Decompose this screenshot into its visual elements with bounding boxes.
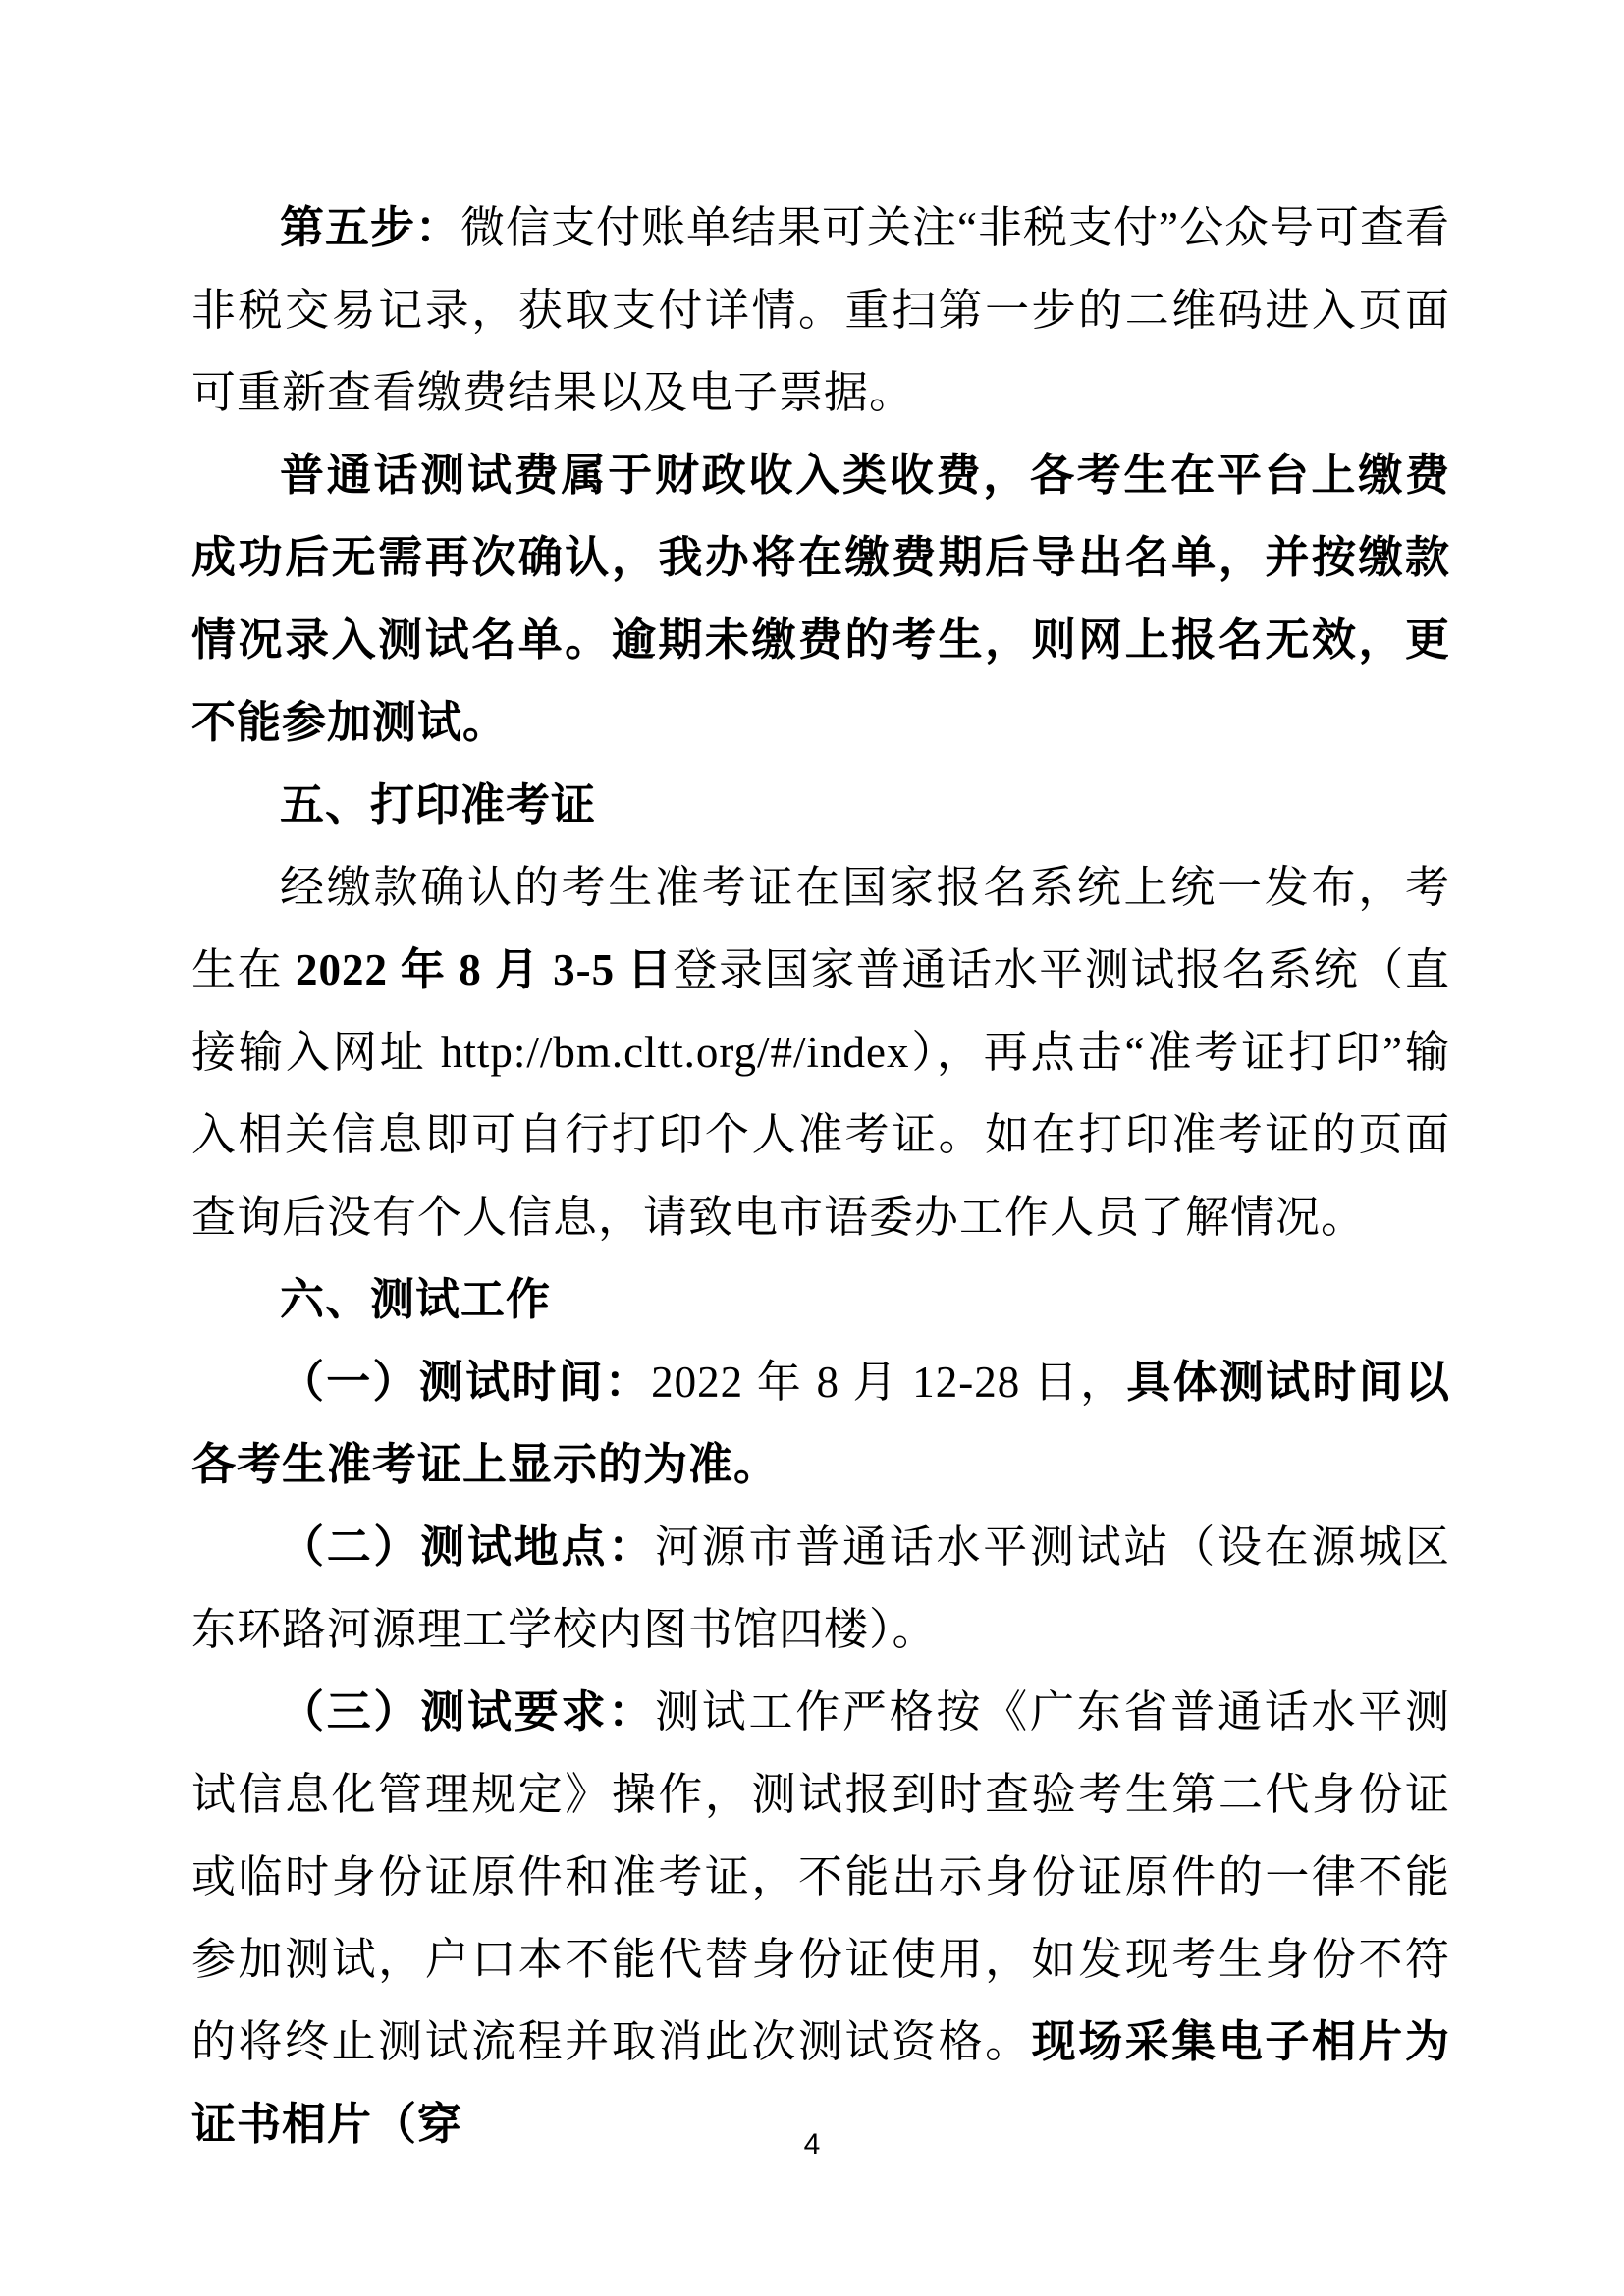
text-run-place-body: 河源市普通话水平测试站（设在源城区东环路河源理工学校内图书馆四楼）。 [191, 1522, 1450, 1654]
document-body [191, 187, 1450, 2165]
paragraph-fee-notice: 普通话测试费属于财政收入类收费，各考生在平台上缴费成功后无需再次确认，我办将在缴费期后导出名单，并按缴款情况录入测试名单。逾期未缴费的考生，则网上报名无效，更不能参加测试。 [191, 451, 1450, 747]
heading-section-6-test-work: 六、测试工作 [280, 1275, 552, 1324]
text-run-req-body: 测试工作严格按《广东省普通话水平测试信息化管理规定》操作，测试报到时查验考生第二代身份证或临时身份证原件和准考证，不能出示身份证原件的一律不能参加测试，户口本不能代替身份证使用，如发现考生身份不符的将终止测试流程并取消此次测试资格。 [191, 1687, 1450, 2066]
text-run-req-tail: 现场采集电子相片为证书相片（穿 [191, 2017, 1450, 2149]
paragraph-test-requirements [191, 1671, 1450, 2165]
text-run-place-label: （二）测试地点： [280, 1522, 655, 1572]
paragraph-print-ticket [191, 846, 1450, 1258]
text-run-print-date: 2022 年 8 月 3-5 日 [296, 945, 674, 994]
text-run-print-post: 登录国家普通话水平测试报名系统（直接输入网址 http://bm.cltt.org/#/index），再点击“准考证打印”输入相关信息即可自行打印个人准考证。如在打印准考证的页面查询后没有个人信息，请致电市语委办工作人员了解情况。 [191, 945, 1450, 1242]
paragraph-test-time [191, 1341, 1450, 1506]
text-run-time-label: （一）测试时间： [280, 1358, 652, 1407]
text-run-step5-body: 微信支付账单结果可关注“非税支付”公众号可查看非税交易记录，获取支付详情。重扫第一步的二维码进入页面可重新查看缴费结果以及电子票据。 [191, 203, 1450, 417]
text-run-time-date: 2022 年 8 月 12-28 日， [651, 1358, 1127, 1407]
text-run-time-rest: 具体测试时间以各考生准考证上显示的为准。 [191, 1358, 1450, 1489]
text-run-step5-label: 第五步： [280, 203, 461, 252]
paragraph-step5 [191, 187, 1450, 434]
heading-section-5-print-ticket: 五、打印准考证 [280, 780, 597, 829]
text-run-print-pre: 经缴款确认的考生准考证在国家报名系统上统一发布，考生在 [191, 863, 1450, 994]
page-number: 4 [803, 2128, 821, 2161]
text-run-req-label: （三）测试要求： [280, 1687, 655, 1736]
paragraph-test-place [191, 1506, 1450, 1671]
